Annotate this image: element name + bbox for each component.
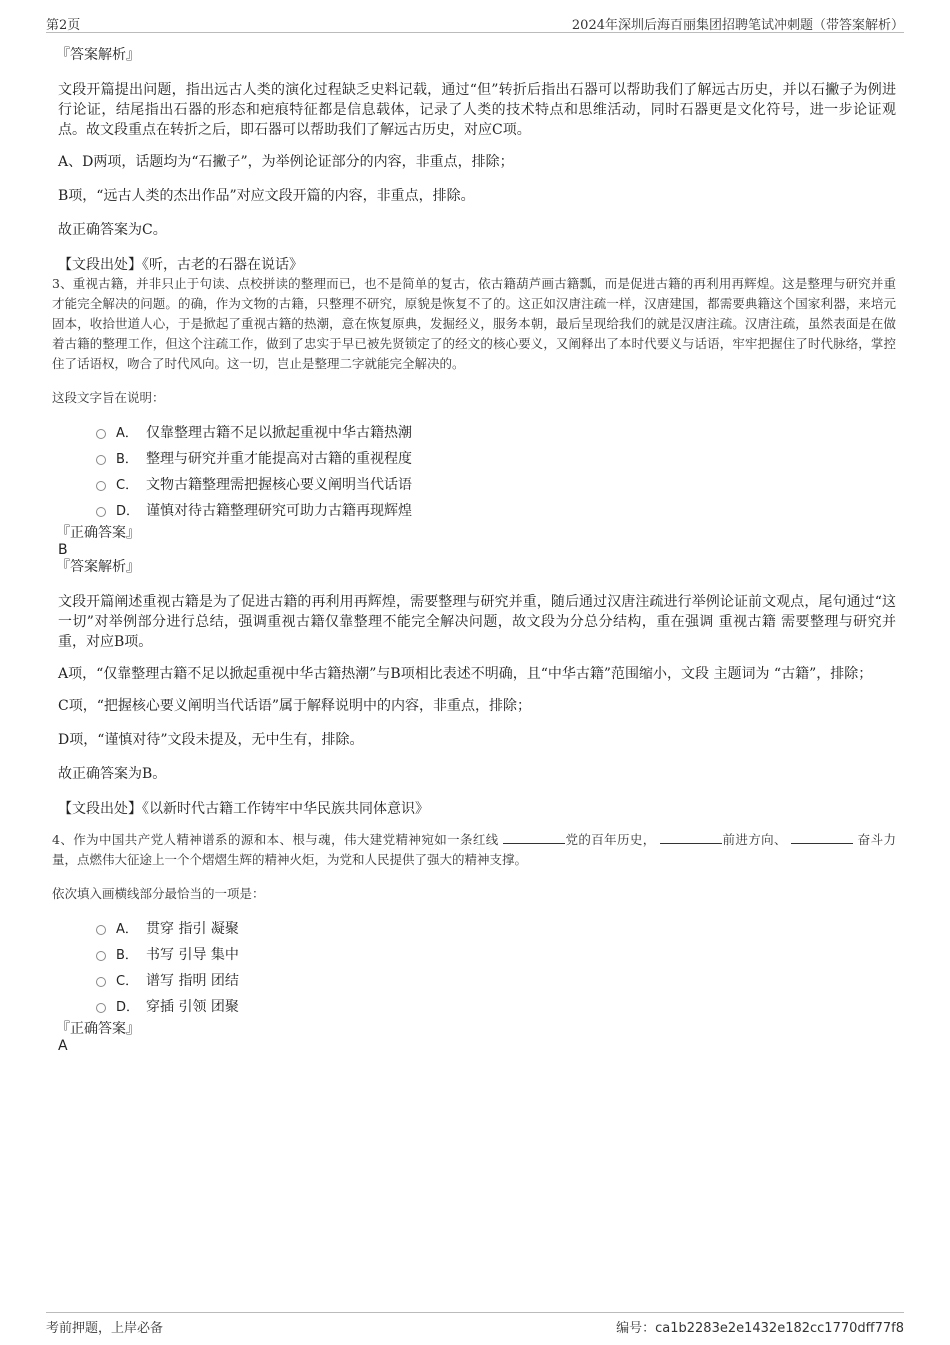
page-footer xyxy=(46,1312,904,1337)
analysis-paragraph: C项，“把握核心要义阐明当代话语”属于解释说明中的内容，非重点，排除； xyxy=(58,698,532,714)
option-b[interactable]: B． 整理与研究并重才能提高对古籍的重视程度 xyxy=(96,446,896,472)
radio-icon[interactable] xyxy=(96,507,106,517)
passage-source: 【文段出处】《以新时代古籍工作铸牢中华民族共同体意识》 xyxy=(58,801,429,817)
radio-icon[interactable] xyxy=(96,1003,106,1013)
correct-answer-label: 『正确答案』 xyxy=(56,1021,140,1037)
correct-answer: B xyxy=(58,542,68,558)
question-stem: 3、重视古籍，并非只止于句读、点校拼读的整理而已，也不是简单的复古，依古籍葫芦画古籍瓢，而是促进古籍的再利用再辉煌。这是整理与研究并重才能完全解决的问题。的确，作为文物的古籍，只整理不研究，原貌是恢复不了的。这正如汉唐注疏一样，汉唐建国，都需要典籍这个国家利器，来培元固本，收拾世道人心，于是掀起了重视古籍的热潮，意在恢复原典，发掘经义，服务本朝，最后呈现给我们的就是汉唐注疏。汉唐注疏，虽然表面是在做着古籍的整理工作，但这个注疏工作，做到了忠实于早已被先贤锁定了的经文的核心要义，又阐释出了本时代要义与话语，牢牢把握住了时代脉络，掌控住了话语权，吻合了时代风向。这一切，岂止是整理二字就能完全解决的。 xyxy=(52,276,896,371)
page-header xyxy=(46,12,904,33)
page-number: 第2页 xyxy=(46,18,81,33)
document-code: 编号：ca1b2283e2e1432e182cc1770dff77f8 xyxy=(616,1321,904,1336)
radio-icon[interactable] xyxy=(96,925,106,935)
analysis-paragraph: 文段开篇提出问题，指出远古人类的演化过程缺乏史料记载，通过“但”转折后指出石器可以帮助我们了解远古历史，并以石撇子为例进行论证，结尾指出石器的形态和疤痕特征都是信息载体，记录了人类的技术特点和思维活动，同时石器更是文化符号，进一步论证观点。故文段重点在转折之后，即石器可以帮助我们了解远古历史，对应C项。 xyxy=(58,82,896,138)
radio-icon[interactable] xyxy=(96,977,106,987)
option-b[interactable]: B． 书写 引导 集中 xyxy=(96,942,896,968)
correct-answer-label: 『正确答案』 xyxy=(56,525,140,541)
question-prompt: 这段文字旨在说明： xyxy=(52,390,165,405)
analysis-label: 『答案解析』 xyxy=(56,559,140,575)
radio-icon[interactable] xyxy=(96,429,106,439)
fill-blank xyxy=(660,831,722,844)
option-d[interactable]: D． 穿插 引领 团聚 xyxy=(96,994,896,1020)
option-a[interactable]: A． 贯穿 指引 凝聚 xyxy=(96,916,896,942)
footer-slogan: 考前押题，上岸必备 xyxy=(46,1321,164,1336)
option-a[interactable]: A． 仅靠整理古籍不足以掀起重视中华古籍热潮 xyxy=(96,420,896,446)
option-d[interactable]: D． 谨慎对待古籍整理研究可助力古籍再现辉煌 xyxy=(96,498,896,524)
radio-icon[interactable] xyxy=(96,951,106,961)
analysis-label: 『答案解析』 xyxy=(56,47,140,63)
analysis-paragraph: 文段开篇阐述重视古籍是为了促进古籍的再利用再辉煌，需要整理与研究并重，随后通过汉唐注疏进行举例论证前文观点，尾句通过“这一切”对举例部分进行总结，强调重视古籍仅靠整理不能完全解决问题，故文段为分总分结构，重在强调 重视古籍 需要整理与研究并重，对应B项。 xyxy=(58,594,896,650)
analysis-paragraph: B项，“远古人类的杰出作品”对应文段开篇的内容，非重点，排除。 xyxy=(58,188,475,204)
answer-options xyxy=(56,916,896,1020)
analysis-paragraph: 故正确答案为C。 xyxy=(58,222,167,238)
analysis-paragraph: A项，“仅靠整理古籍不足以掀起重视中华古籍热潮”与B项相比表述不明确，且“中华古籍”范围缩小，文段 主题词为 “古籍”，排除； xyxy=(58,666,873,682)
analysis-paragraph: 故正确答案为B。 xyxy=(58,766,167,782)
passage-source: 【文段出处】《听，古老的石器在说话》 xyxy=(58,257,303,273)
radio-icon[interactable] xyxy=(96,481,106,491)
fill-blank xyxy=(791,831,853,844)
answer-options xyxy=(56,420,896,524)
radio-icon[interactable] xyxy=(96,455,106,465)
question-prompt: 依次填入画横线部分最恰当的一项是： xyxy=(52,886,265,901)
document-title: 2024年深圳后海百丽集团招聘笔试冲刺题（带答案解析） xyxy=(571,18,904,33)
question-stem: 4、作为中国共产党人精神谱系的源和本、根与魂，伟大建党精神宛如一条红线 党的百年历史， 前进方向、 奋斗力量，点燃伟大征途上一个个熠熠生辉的精神火炬，为党和人民提供了强大的精神支撑。 xyxy=(52,832,896,867)
analysis-paragraph: D项，“谨慎对待”文段未提及，无中生有，排除。 xyxy=(58,732,364,748)
page-content xyxy=(52,44,896,1054)
analysis-paragraph: A、D两项，话题均为“石撇子”，为举例论证部分的内容，非重点，排除； xyxy=(58,154,514,170)
option-c[interactable]: C． 文物古籍整理需把握核心要义阐明当代话语 xyxy=(96,472,896,498)
option-c[interactable]: C． 谱写 指明 团结 xyxy=(96,968,896,994)
correct-answer: A xyxy=(58,1038,68,1054)
fill-blank xyxy=(503,831,565,844)
